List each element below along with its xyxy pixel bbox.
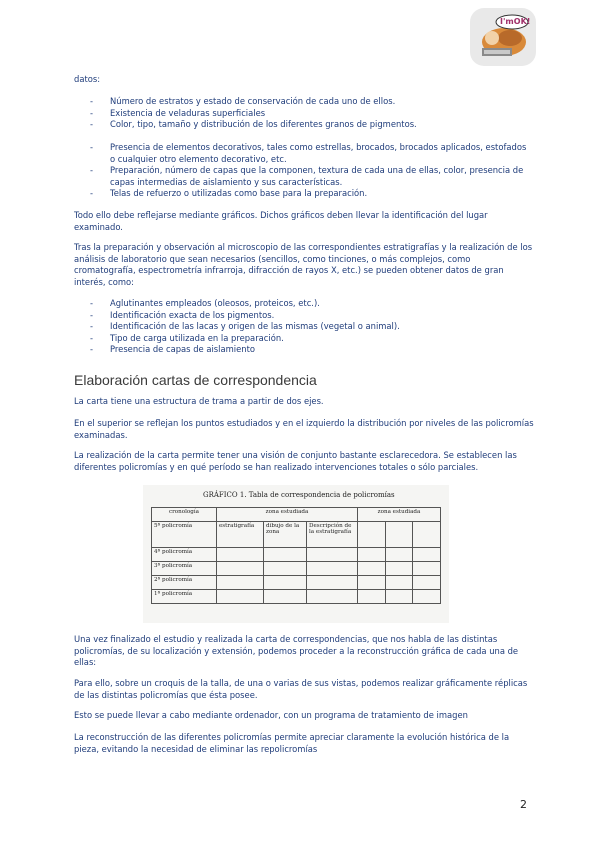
- table-row-label: 4ª policromía: [152, 548, 217, 562]
- list-item: - Identificación de las lacas y origen de las mismas (vegetal o animal).: [90, 321, 400, 332]
- list-item: - Color, tipo, tamaño y distribución de los diferentes granos de pigmentos.: [90, 119, 417, 130]
- logo: [470, 8, 536, 66]
- paragraph: Una vez finalizado el estudio y realizada la carta de correspondencias, que nos habla de las distintas policromías, de su localización y extensión, podemos proceder a la reconstrucción gráfica de cada una de ellas:: [74, 634, 519, 668]
- figure-caption: GRÁFICO 1. Tabla de correspondencia de policromías: [203, 491, 395, 499]
- table-cell: [264, 576, 307, 590]
- intro-text: datos:: [74, 74, 101, 84]
- page-number: 2: [520, 798, 527, 811]
- table-row-label: 1ª policromía: [152, 590, 217, 604]
- table-cell: [307, 590, 358, 604]
- paragraph: La carta tiene una estructura de trama a partir de dos ejes.: [74, 396, 324, 406]
- paragraph: Para ello, sobre un croquis de la talla, de una o varias de sus vistas, podemos realizar gráficamente réplicas de las distintas policromías que ésta posee.: [74, 678, 528, 700]
- table-cell: [264, 562, 307, 576]
- list-item: - Existencia de veladuras superficiales: [90, 107, 266, 118]
- table-cell: [385, 548, 413, 562]
- paragraph: Tras la preparación y observación al microscopio de las correspondientes estratigrafías y la realización de los análisis de laboratorio que sean necesarios (sencillos, como tinciones, o más complejos, como cromatografía, espectrometría infrarroja, difracción de rayos X, etc.) se pueden obtener datos de gran interés, como:: [74, 242, 533, 287]
- table-cell: [217, 590, 264, 604]
- table-cell: [264, 590, 307, 604]
- table-cell: [358, 522, 386, 548]
- list-lab-results: [74, 298, 534, 356]
- table-cell: [413, 522, 441, 548]
- table-cell: [413, 576, 441, 590]
- table-cell: [413, 562, 441, 576]
- table-cell: [385, 590, 413, 604]
- table-cell: [413, 548, 441, 562]
- correspondence-table: [151, 507, 441, 604]
- paragraph: En el superior se reflejan los puntos estudiados y en el izquierdo la distribución por niveles de las policromías examinadas.: [74, 418, 534, 440]
- list-analysis-1: [74, 96, 534, 131]
- table-subheader-cell: dibujo de la zona: [264, 522, 307, 548]
- table-header-cell: zona estudiada: [358, 508, 441, 522]
- table-cell: [385, 562, 413, 576]
- table-cell: [385, 576, 413, 590]
- table-cell: [358, 590, 386, 604]
- paragraph: La realización de la carta permite tener una visión de conjunto bastante esclarecedora. Se establecen las diferentes policromías y en qué período se han realizado intervenciones totales o sólo parciales.: [74, 450, 517, 472]
- table-cell: [385, 522, 413, 548]
- list-item: - Tipo de carga utilizada en la preparación.: [90, 332, 284, 343]
- paragraph: La reconstrucción de las diferentes policromías permite apreciar claramente la evolución histórica de la pieza, evitando la necesidad de eliminar las repolicromías: [74, 732, 510, 754]
- logo-text: I'mOK!: [500, 17, 531, 26]
- table-subheader-cell: estratigrafía: [217, 522, 264, 548]
- table-subheader-cell: Descripción de la estratigrafía: [307, 522, 358, 548]
- table-cell: [217, 562, 264, 576]
- list-item: - Presencia de capas de aislamiento: [90, 344, 255, 355]
- list-analysis-2: [74, 142, 534, 200]
- table-cell: [358, 562, 386, 576]
- list-item: - Número de estratos y estado de conservación de cada uno de ellos.: [90, 96, 396, 106]
- table-cell: [358, 576, 386, 590]
- section-heading: Elaboración cartas de correspondencia: [74, 372, 317, 388]
- list-item: - Aglutinantes empleados (oleosos, proteicos, etc.).: [90, 298, 320, 308]
- table-cell: [264, 548, 307, 562]
- table-row-label: 2ª policromía: [152, 576, 217, 590]
- table-row-label: 5ª policromía: [152, 522, 217, 548]
- list-item: - Presencia de elementos decorativos, tales como estrellas, brocados, brocados aplicados, estofados o cualquier otro elemento decorativo, etc.: [90, 142, 527, 164]
- list-item: - Identificación exacta de los pigmentos.: [90, 309, 275, 320]
- table-cell: [307, 562, 358, 576]
- table-cell: [413, 590, 441, 604]
- paragraph: Esto se puede llevar a cabo mediante ordenador, con un programa de tratamiento de imagen: [74, 710, 468, 720]
- table-cell: [307, 548, 358, 562]
- table-cell: [217, 548, 264, 562]
- list-item: - Telas de refuerzo o utilizadas como base para la preparación.: [90, 188, 368, 199]
- table-cell: [307, 576, 358, 590]
- table-header-cell: zona estudiada: [217, 508, 358, 522]
- list-item: - Preparación, número de capas que la componen, textura de cada una de ellas, color, presencia de capas intermedias de aislamiento y sus características.: [90, 165, 524, 187]
- table-cell: [217, 576, 264, 590]
- table-header-cell: cronología: [152, 508, 217, 522]
- correspondence-table-figure: [143, 485, 449, 623]
- table-cell: [358, 548, 386, 562]
- table-row-label: 3ª policromía: [152, 562, 217, 576]
- paragraph: Todo ello debe reflejarse mediante gráficos. Dichos gráficos deben llevar la identificación del lugar examinado.: [74, 210, 488, 232]
